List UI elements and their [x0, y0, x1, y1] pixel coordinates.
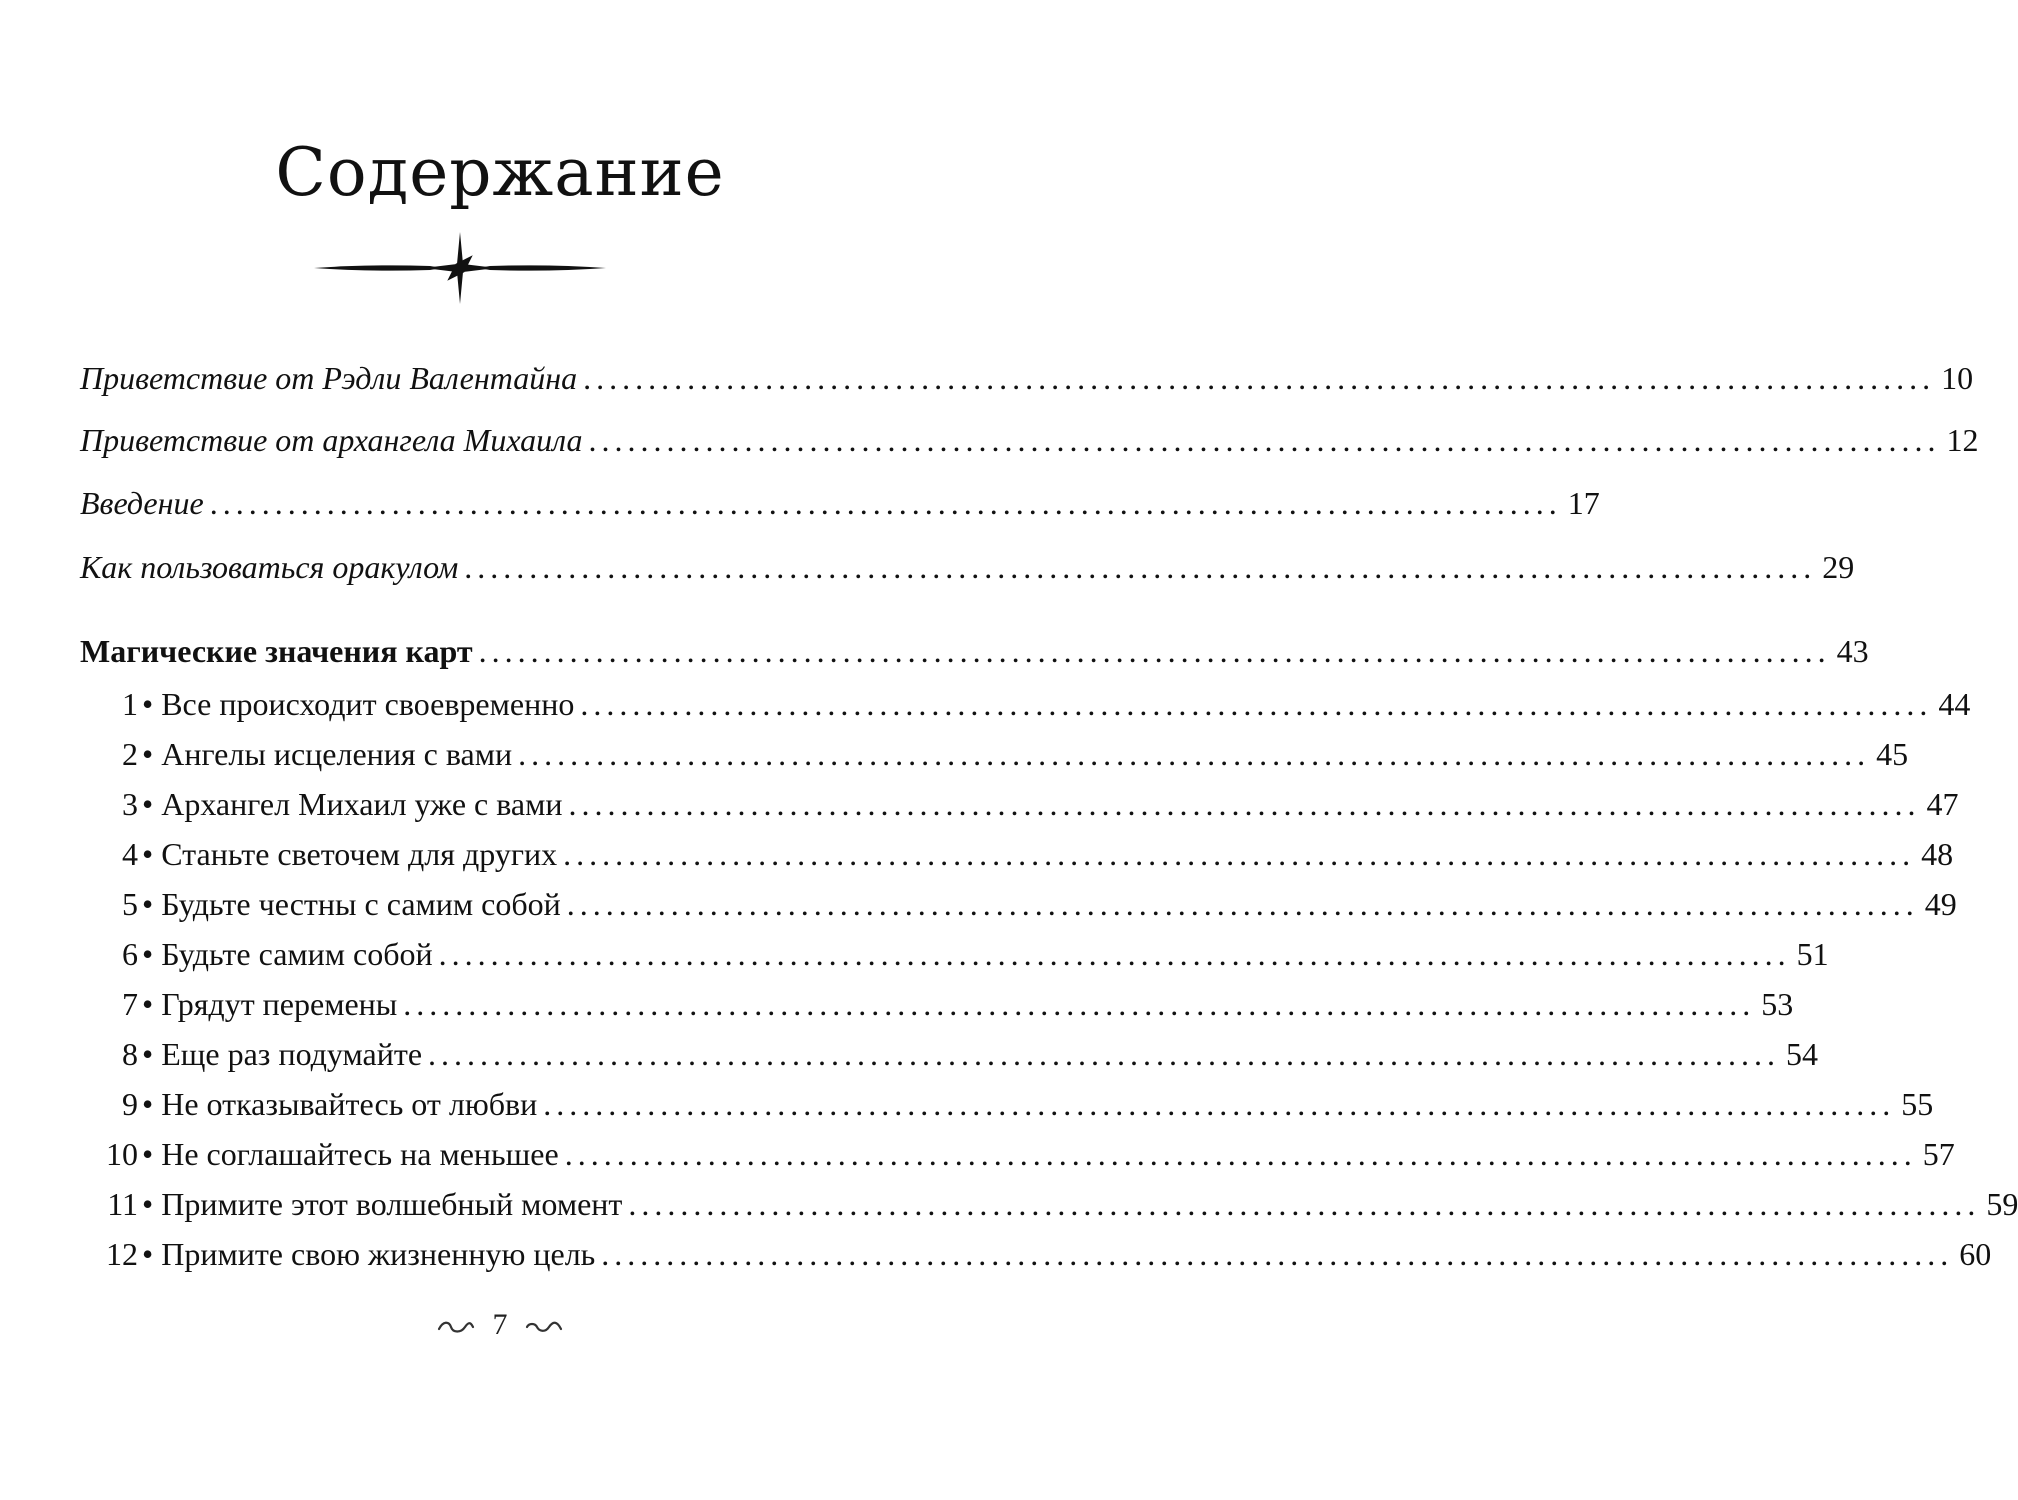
- toc-entry-page: 10: [1941, 360, 1974, 396]
- card-page: 45: [1876, 736, 1909, 772]
- card-title: Архангел Михаил уже с вами: [161, 786, 563, 822]
- toc-card-title-wrap: [80, 838, 557, 870]
- toc-card-entry[interactable]: [80, 1186, 2018, 1222]
- toc-card-entry[interactable]: [80, 1086, 1934, 1122]
- bullet: •: [142, 1186, 154, 1222]
- toc-entry-introduction[interactable]: [80, 485, 1600, 521]
- card-page: 60: [1959, 1236, 1992, 1272]
- page-number: 7: [492, 1308, 508, 1341]
- card-page: 59: [1986, 1186, 2018, 1222]
- toc-entry-page: 12: [1946, 422, 1979, 458]
- dot-leader: ........................................................................................................: [518, 736, 1871, 772]
- toc-section-title: Магические значения карт: [80, 633, 473, 669]
- bullet: •: [142, 1036, 154, 1072]
- toc-card-entry[interactable]: [80, 986, 1794, 1022]
- toc-section-page: 43: [1836, 633, 1869, 669]
- card-number: 4: [122, 836, 138, 872]
- page-footer: [0, 1308, 1000, 1342]
- toc-entry-title: Приветствие от архангела Михаила: [80, 422, 583, 458]
- card-title: Не отказывайтесь от любви: [161, 1086, 538, 1122]
- dot-leader: ........................................................................................................: [564, 1136, 1917, 1172]
- card-title: Все происходит своевременно: [161, 686, 575, 722]
- bullet: •: [142, 986, 154, 1022]
- bullet: •: [142, 1086, 154, 1122]
- toc-card-title-wrap: [80, 1088, 537, 1120]
- dot-leader: ........................................................................................................: [580, 686, 1933, 722]
- card-title: Не соглашайтесь на меньшее: [161, 1136, 559, 1172]
- card-number: 1: [122, 686, 138, 722]
- card-number: 5: [122, 886, 138, 922]
- bullet: •: [142, 886, 154, 922]
- card-page: 51: [1796, 936, 1829, 972]
- card-number: 6: [122, 936, 138, 972]
- toc-card-title-wrap: [80, 688, 574, 720]
- toc-card-title-wrap: [80, 1188, 622, 1220]
- toc-card-entry[interactable]: [80, 836, 1954, 872]
- dot-leader: ........................................................................................................: [601, 1236, 1954, 1272]
- toc-entry-title: Как пользоваться оракулом: [80, 549, 459, 585]
- card-title: Будьте честны с самим собой: [161, 886, 561, 922]
- page-title: Содержание: [275, 134, 725, 211]
- toc-card-title-wrap: [80, 888, 561, 920]
- card-title: Будьте самим собой: [161, 936, 433, 972]
- toc-card-entry[interactable]: [80, 786, 1959, 822]
- card-number: 8: [122, 1036, 138, 1072]
- toc-card-entry[interactable]: [80, 936, 1829, 972]
- toc-entry-greeting-archangel[interactable]: [80, 422, 1979, 458]
- toc-entry-how-to-use[interactable]: [80, 549, 1855, 585]
- dot-leader: ........................................................................................................: [588, 422, 1941, 458]
- card-title: Еще раз подумайте: [161, 1036, 423, 1072]
- card-number: 12: [106, 1236, 138, 1272]
- toc-card-title-wrap: [80, 738, 512, 770]
- toc-entry-title: Введение: [80, 485, 204, 521]
- card-number: 2: [122, 736, 138, 772]
- dot-leader: ........................................................................................................: [438, 936, 1791, 972]
- dot-leader: ........................................................................................................: [628, 1186, 1981, 1222]
- toc-entry-page: 29: [1822, 549, 1855, 585]
- dot-leader: ........................................................................................................: [209, 485, 1562, 521]
- toc-entry-greeting-author[interactable]: [80, 360, 1974, 396]
- bullet: •: [142, 936, 154, 972]
- card-number: 10: [106, 1136, 138, 1172]
- card-title: Станьте светочем для других: [161, 836, 558, 872]
- toc-card-entry[interactable]: [80, 686, 1971, 722]
- card-page: 55: [1901, 1086, 1934, 1122]
- dot-leader: ........................................................................................................: [428, 1036, 1781, 1072]
- dot-leader: ........................................................................................................: [583, 360, 1936, 396]
- dot-leader: ........................................................................................................: [568, 786, 1921, 822]
- card-title: Примите этот волшебный момент: [161, 1186, 623, 1222]
- dot-leader: ........................................................................................................: [403, 986, 1756, 1022]
- card-number: 9: [122, 1086, 138, 1122]
- toc-card-entry[interactable]: [80, 736, 1909, 772]
- bullet: •: [142, 686, 154, 722]
- bullet: •: [142, 736, 154, 772]
- toc-card-title-wrap: [80, 938, 433, 970]
- toc-card-title-wrap: [80, 988, 397, 1020]
- dot-leader: ........................................................................................................: [464, 549, 1817, 585]
- toc-card-entry[interactable]: [80, 1136, 1955, 1172]
- toc-card-entry[interactable]: [80, 886, 1957, 922]
- card-number: 11: [107, 1186, 138, 1222]
- toc-card-entry[interactable]: [80, 1236, 1992, 1272]
- dot-leader: ........................................................................................................: [563, 836, 1916, 872]
- toc-entry-title: Приветствие от Рэдли Валентайна: [80, 360, 578, 396]
- toc-entry-page: 17: [1567, 485, 1600, 521]
- swash-right-icon: [525, 1319, 563, 1335]
- toc-card-entry[interactable]: [80, 1036, 1819, 1072]
- toc-card-title-wrap: [80, 1138, 559, 1170]
- card-number: 7: [122, 986, 138, 1022]
- card-page: 44: [1938, 686, 1971, 722]
- card-page: 49: [1924, 886, 1957, 922]
- dot-leader: ........................................................................................................: [478, 633, 1831, 669]
- card-title: Ангелы исцеления с вами: [161, 736, 513, 772]
- dot-leader: ........................................................................................................: [566, 886, 1919, 922]
- bullet: •: [142, 1136, 154, 1172]
- card-page: 53: [1761, 986, 1794, 1022]
- toc-card-title-wrap: [80, 1038, 422, 1070]
- toc-section-card-meanings[interactable]: [80, 633, 1869, 669]
- card-page: 48: [1921, 836, 1954, 872]
- card-page: 47: [1926, 786, 1959, 822]
- bullet: •: [142, 786, 154, 822]
- card-page: 57: [1922, 1136, 1955, 1172]
- bullet: •: [142, 836, 154, 872]
- starburst-divider-icon: [310, 230, 610, 306]
- swash-left-icon: [437, 1319, 475, 1335]
- toc-card-title-wrap: [80, 1238, 595, 1270]
- dot-leader: ........................................................................................................: [543, 1086, 1896, 1122]
- card-page: 54: [1786, 1036, 1819, 1072]
- card-number: 3: [122, 786, 138, 822]
- toc-card-title-wrap: [80, 788, 562, 820]
- card-title: Грядут перемены: [161, 986, 398, 1022]
- bullet: •: [142, 1236, 154, 1272]
- card-title: Примите свою жизненную цель: [161, 1236, 596, 1272]
